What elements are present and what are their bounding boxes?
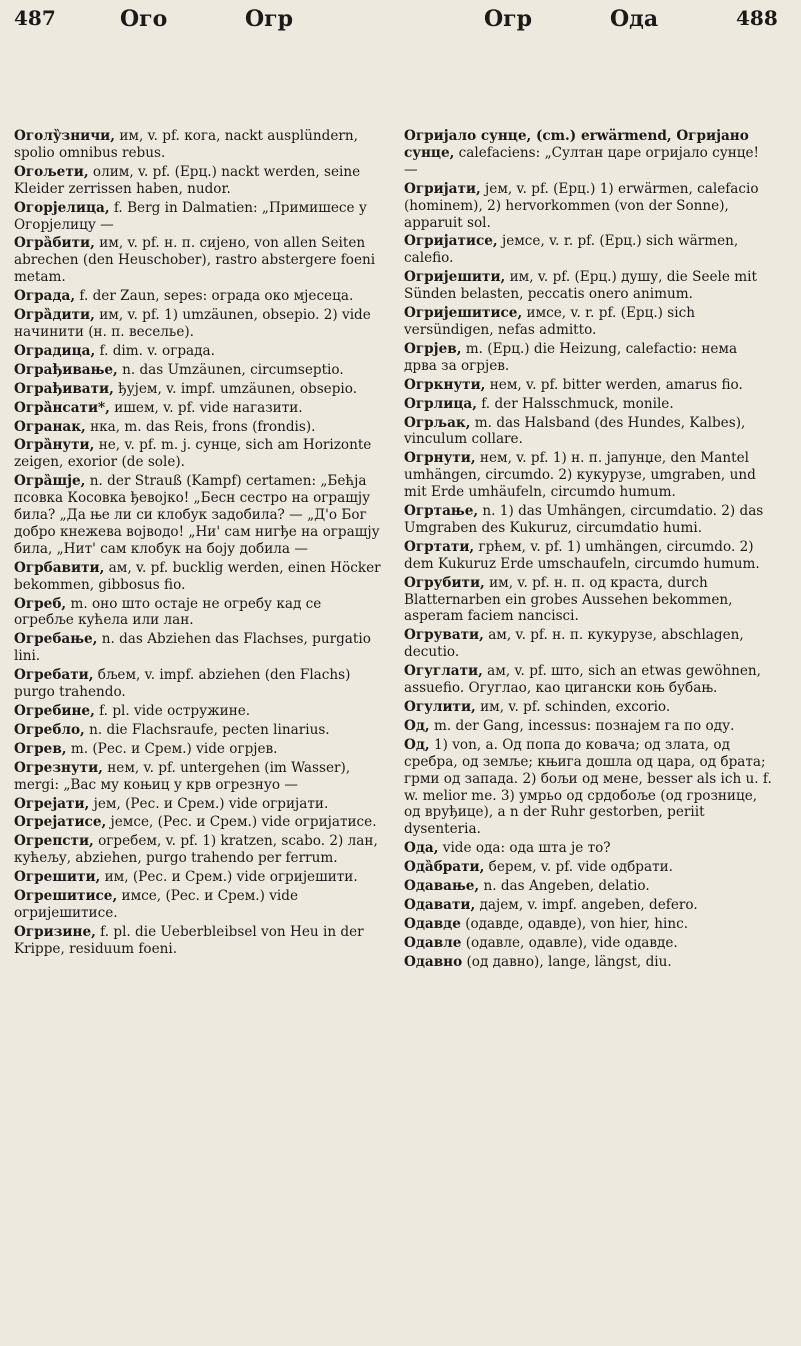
entry-definition: 1) von, a. Од попа до ковача; од злата, од сребра, од земље; књига дошла од цара, од брата; грми од запада. 2) бољи од мене, besser als ich u. f. w. melior me. 3) умрьо од срдобоље (од грознице, од вруђице), a n der Ruhr gestorben, periit dysenteria. (404, 736, 772, 838)
entry-definition: (одавле, одавле), vide одавде. (461, 934, 678, 951)
entry-headword: Огољети, (14, 163, 89, 180)
entry-definition: m. (Рес. и Срем.) vide огрјев. (66, 740, 278, 757)
entry-definition: vide ода: ода шта је то? (438, 840, 611, 857)
dictionary-entry (14, 814, 384, 831)
entry-definition: дајем, v. impf. angeben, defero. (475, 896, 698, 913)
entry-definition: им, v. pf. (Ерц.) душу, die Seele mit Sünden belasten, peccatis onero animum. (404, 269, 757, 303)
entry-headword: Огра̏нути, (14, 437, 95, 454)
entry-definition: берем, v. pf. vide одбрати. (484, 859, 673, 876)
dictionary-entry (404, 935, 774, 952)
entry-definition: ђујем, v. impf. umzäunen, obsepio. (113, 380, 358, 397)
dictionary-entry (404, 737, 774, 838)
dictionary-entry (404, 305, 774, 339)
entry-headword: Огријало сунце, (сm.) erwärmend, Огријано сунце, (404, 128, 749, 161)
dictionary-entry (14, 631, 384, 665)
guide-word-right-2: Ода (610, 6, 659, 32)
entry-headword: Огртати, (404, 538, 475, 555)
dictionary-entry (404, 859, 774, 876)
dictionary-entry (14, 128, 384, 162)
dictionary-entry (404, 878, 774, 895)
dictionary-entry (404, 699, 774, 716)
entry-definition: n. das Umzäunen, circumseptio. (117, 361, 344, 378)
entry-definition: f. der Halsschmuck, monile. (476, 395, 674, 412)
entry-definition: ам, v. pf. н. п. кукурузе, abschlagen, decutio. (404, 627, 744, 661)
entry-definition: m. (Ерц.) die Heizung, calefactio: нема дрва за огрјев. (404, 340, 738, 374)
dictionary-entry (404, 396, 774, 413)
entry-headword: Огра̏нсати*, (14, 399, 110, 416)
dictionary-entry (14, 288, 384, 305)
entry-definition: ам, v. pf. bucklig werden, einen Höcker bekommen, gibbosus fio. (14, 559, 381, 593)
dictionary-entry (404, 840, 774, 857)
entry-definition: нем, v. pf. bitter werden, amarus fio. (485, 376, 743, 393)
page-number-right: 488 (736, 6, 778, 30)
dictionary-entry (14, 596, 384, 630)
dictionary-entry (404, 450, 774, 501)
entry-definition: им, (Рес. и Срем.) vide огријешити. (100, 869, 358, 886)
entry-headword: Огрешити, (14, 869, 101, 886)
entry-headword: Одавде (404, 915, 461, 932)
entry-definition: f. dim. v. ограда. (95, 342, 215, 359)
entry-headword: Огрнути, (404, 450, 476, 467)
entry-headword: Огрејатисе, (14, 814, 107, 831)
dictionary-entry (404, 539, 774, 573)
right-column (404, 128, 774, 973)
entry-headword: Огранак, (14, 418, 86, 435)
dictionary-entry (14, 343, 384, 360)
entry-definition: f. Berg in Dalmatien: „Примишесе у Огорјелицу — (14, 199, 367, 233)
entry-definition: јемсе, v. r. pf. (Ерц.) sich wärmen, calefio. (404, 233, 739, 267)
entry-headword: Огријешитисе, (404, 305, 523, 322)
entry-headword: Огуглати, (404, 663, 483, 680)
entry-definition: огребем, v. pf. 1) kratzen, scabo. 2) лан, кућељу, abziehen, purgo trahendo per ferrum. (14, 833, 378, 867)
dictionary-entry (404, 415, 774, 449)
entry-headword: Огријатисе, (404, 233, 498, 250)
dictionary-entry (404, 627, 774, 661)
dictionary-entry (14, 667, 384, 701)
dictionary-entry (14, 741, 384, 758)
entry-definition: им, v. pf. н. п. сијено, von allen Seiten abrechen (den Heuschober), rastro abstergere foeni metam. (14, 235, 376, 286)
entry-definition: им, v. pf. schinden, excorio. (475, 699, 671, 715)
entry-headword: Огра̏бити, (14, 235, 95, 252)
entry-headword: Огребање, (14, 631, 98, 648)
entry-headword: Огулити, (404, 699, 476, 715)
dictionary-entry (404, 663, 774, 697)
entry-headword: Огрепсти, (14, 833, 94, 850)
entry-headword: Огријешити, (404, 269, 506, 286)
entry-definition: јем, v. pf. (Ерц.) 1) erwärmen, calefacio (hominem), 2) hervorkommen (von der Sonne), apparuit sol. (404, 180, 759, 231)
dictionary-entry (404, 181, 774, 232)
entry-definition: нка, m. das Reis, frons (frondis). (85, 418, 316, 435)
dictionary-entry (14, 703, 384, 720)
dictionary-entry (404, 341, 774, 375)
entry-headword: Одавање, (404, 878, 480, 895)
entry-headword: Огрувати, (404, 627, 484, 644)
dictionary-entry (404, 269, 774, 303)
entry-headword: Одавати, (404, 896, 476, 913)
dictionary-entry (404, 916, 774, 933)
entry-headword: Огрезнути, (14, 759, 103, 776)
dictionary-entry (14, 888, 384, 922)
entry-definition: f. pl. die Ueberbleibsel von Heu in der Krippe, residuum foeni. (14, 923, 364, 957)
entry-headword: Оградица, (14, 342, 96, 359)
dictionary-entry (404, 897, 774, 914)
entry-headword: Одавле (404, 934, 462, 951)
dictionary-entry (14, 164, 384, 198)
entry-headword: Ода̏брати, (404, 859, 485, 876)
page-number-left: 487 (14, 6, 56, 30)
dictionary-entry (14, 200, 384, 234)
entry-definition: n. der Strauß (Kampf) certamen: „Бећја псовка Косовка ђевојко! „Бесн сестро на ограшју била? „Да ње ли си клобук задобила? — „Д'о Бог добро кнежева војводо! „Ни' сам нигђе на ограшју била, „Нит' сам клобук на боју добила — (14, 473, 380, 557)
dictionary-entry (404, 128, 774, 179)
entry-headword: Од, (404, 717, 430, 734)
left-column (14, 128, 384, 960)
entry-definition: не, v. pf. m. j. сунце, sich am Horizonte zeigen, exorior (de sole). (14, 437, 372, 471)
entry-definition: јем, (Рес. и Срем.) vide огријати. (89, 795, 329, 812)
entry-definition: f. pl. vide остружине. (94, 703, 251, 719)
dictionary-entry (14, 437, 384, 471)
dictionary-entry (404, 503, 774, 537)
entry-headword: Огрлица, (404, 395, 477, 412)
entry-headword: Огра̏дити, (14, 307, 95, 324)
entry-definition: m. das Halsband (des Hundes, Kalbes), vinculum collare. (404, 414, 746, 448)
entry-headword: Ограђивање, (14, 361, 118, 378)
entry-headword: Огрљак, (404, 414, 471, 431)
entry-definition: имсе, v. r. pf. (Ерц.) sich versündigen, nefas admitto. (404, 305, 695, 338)
dictionary-entry (14, 381, 384, 398)
dictionary-entry (14, 400, 384, 417)
entry-definition: calefaciens: „Султан царе огријало сунце! — (404, 144, 760, 178)
entry-headword: Огребине, (14, 703, 95, 719)
dictionary-entry (404, 954, 774, 971)
entry-definition: n. das Abziehen das Flachses, purgatio lini. (14, 631, 371, 665)
entry-headword: Од, (404, 736, 430, 753)
entry-headword: Ограда, (14, 288, 76, 305)
entry-headword: Огризине, (14, 923, 96, 940)
entry-definition: (одавде, одавде), von hier, hinc. (460, 915, 689, 932)
entry-headword: Огријати, (404, 180, 481, 197)
entry-definition: нем, v. pf. 1) н. п. јапунџе, den Mantel umhängen, circumdo. 2) кукурузе, umgraben, und mit Erde umhäufeln, circumdo humum. (404, 450, 756, 501)
entry-definition: ишем, v. pf. vide нагазити. (109, 399, 303, 416)
entry-definition: имсе, (Рес. и Срем.) vide огријешитисе. (14, 888, 299, 921)
dictionary-entry (14, 722, 384, 739)
entry-headword: Огрев, (14, 740, 67, 757)
dictionary-entry (404, 575, 774, 626)
dictionary-entry (14, 419, 384, 436)
entry-definition: јемсе, (Рес. и Срем.) vide огријатисе. (106, 814, 377, 831)
entry-definition: им, v. pf. 1) umzäunen, obsepio. 2) vide начинити (н. п. веселье). (14, 307, 371, 340)
entry-headword: Огркнути, (404, 376, 486, 393)
dictionary-entry (14, 924, 384, 958)
entry-headword: Ограђивати, (14, 380, 114, 397)
entry-headword: Огрбавити, (14, 559, 105, 576)
guide-word-right-1: Огр (484, 6, 533, 32)
dictionary-entry (404, 233, 774, 267)
entry-definition: n. 1) das Umhängen, circumdatio. 2) das Umgraben des Kukuruz, circumdatio humi. (404, 503, 764, 536)
dictionary-entry (14, 760, 384, 794)
entry-definition: нем, v. pf. untergehen (im Wasser), mergi: „Вас му коњиц у крв огрезнуо — (14, 759, 351, 793)
guide-word-left-2: Огр (245, 6, 294, 32)
entry-headword: Огребати, (14, 667, 94, 684)
entry-definition: m. оно што остаје не огребу кад се огребље кућела или лан. (14, 595, 322, 629)
dictionary-entry (14, 796, 384, 813)
dictionary-entry (404, 377, 774, 394)
entry-definition: ам, v. pf. што, sich an etwas gewöhnen, assuefio. Огуглао, као цигански коњ бубањ. (404, 663, 762, 697)
entry-headword: Огрјев, (404, 340, 462, 357)
guide-word-left-1: Ого (120, 6, 168, 32)
entry-headword: Огртање, (404, 503, 479, 520)
entry-definition: им, v. pf. кога, nackt ausplündern, spolio omnibus rebus. (14, 128, 358, 161)
dictionary-entry (14, 307, 384, 341)
entry-definition: бљем, v. impf. abziehen (den Flachs) purgo trahendo. (14, 667, 351, 701)
entry-headword: Одавно (404, 953, 463, 970)
entry-definition: m. der Gang, incessus: познајем га по оду. (429, 717, 735, 734)
dictionary-entry (14, 869, 384, 886)
entry-headword: Огрешитисе, (14, 888, 118, 905)
entry-headword: Огрубити, (404, 574, 485, 591)
dictionary-entry (14, 235, 384, 286)
entry-headword: Огребло, (14, 721, 85, 738)
entry-headword: Огрејати, (14, 795, 90, 812)
entry-definition: олим, v. pf. (Ерц.) nackt werden, seine Kleider zerrissen haben, nudor. (14, 163, 361, 197)
entry-headword: Огорјелица, (14, 199, 110, 216)
entry-headword: Огреб, (14, 595, 67, 612)
dictionary-entry (404, 718, 774, 735)
entry-definition: им, v. pf. н. п. од краста, durch Blatternarben ein grobes Aussehen bekommen, asperam faciem nancisci. (404, 574, 733, 625)
entry-headword: Оголу̏зничи, (14, 128, 115, 144)
dictionary-entry (14, 560, 384, 594)
entry-headword: Ода, (404, 840, 439, 857)
entry-definition: f. der Zaun, seрes: ограда око мјесеца. (75, 288, 354, 305)
entry-definition: n. das Angeben, delatio. (479, 878, 650, 895)
dictionary-entry (14, 473, 384, 558)
entry-definition: n. die Flachsraufe, pecten linarius. (84, 721, 330, 738)
entry-definition: грћем, v. pf. 1) umhängen, circumdo. 2) dem Kukuruz Erde umschaufeln, circumdo humum. (404, 538, 760, 572)
entry-definition: (од давно), lange, längst, diu. (462, 953, 672, 970)
dictionary-entry (14, 362, 384, 379)
dictionary-entry (14, 833, 384, 867)
entry-headword: Огра̏шје, (14, 473, 86, 490)
